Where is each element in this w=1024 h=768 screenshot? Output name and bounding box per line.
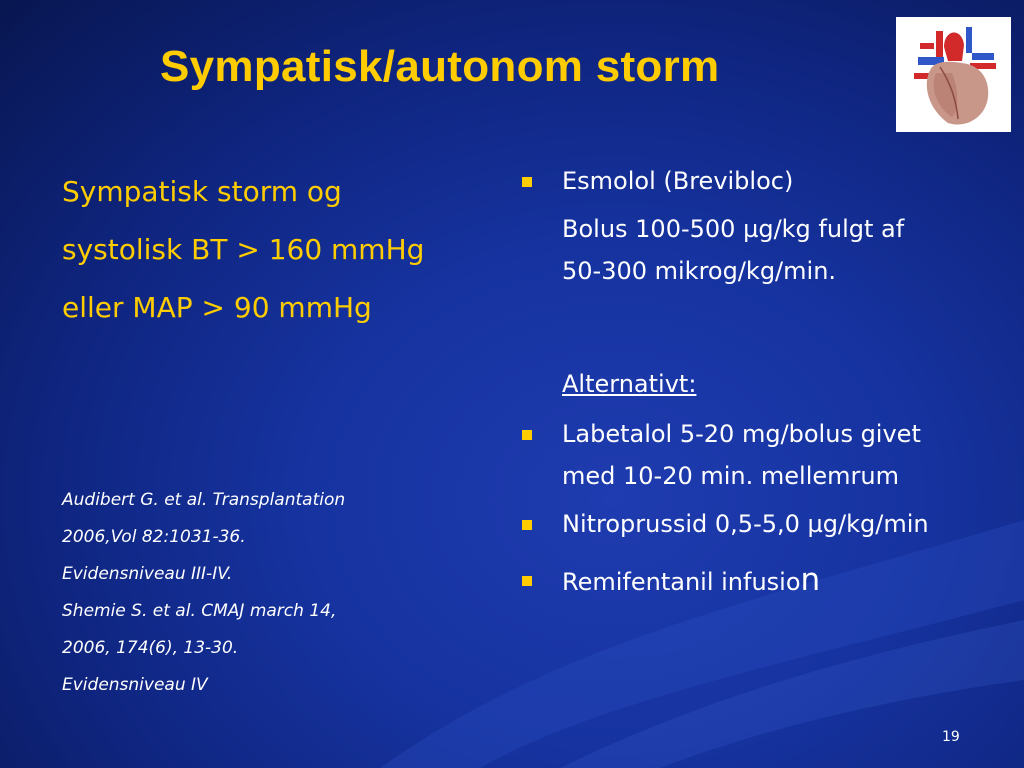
- reference-line: Evidensniveau III-IV.: [62, 564, 233, 584]
- square-bullet-icon: [522, 430, 532, 440]
- square-bullet-icon: [522, 576, 532, 586]
- square-bullet-icon: [522, 177, 532, 187]
- remifentanil-text-main: Remifentanil infusio: [562, 568, 801, 596]
- labetalol-line: med 10-20 min. mellemrum: [562, 462, 899, 490]
- condition-text: [62, 163, 424, 337]
- page-number: 19: [942, 729, 960, 745]
- heart-image: [896, 17, 1011, 132]
- references: [62, 482, 345, 704]
- reference-line: 2006, 174(6), 13-30.: [62, 638, 239, 658]
- slide-title: Sympatisk/autonom storm: [160, 42, 720, 91]
- remifentanil-text: [562, 559, 820, 603]
- esmolol-dose-line: Bolus 100-500 µg/kg fulgt af: [562, 215, 905, 243]
- esmolol-text: Esmolol (Brevibloc): [562, 167, 794, 195]
- condition-line: systolisk BT > 160 mmHg: [62, 233, 425, 266]
- condition-line: eller MAP > 90 mmHg: [62, 291, 372, 324]
- reference-line: Audibert G. et al. Transplantation: [62, 490, 346, 510]
- remifentanil-text-last: n: [800, 562, 821, 598]
- reference-line: Shemie S. et al. CMAJ march 14,: [62, 601, 337, 621]
- square-bullet-icon: [522, 520, 532, 530]
- condition-line: Sympatisk storm og: [62, 175, 342, 208]
- heart-icon: [896, 17, 1011, 132]
- esmolol-dose-line: 50-300 mikrog/kg/min.: [562, 257, 837, 285]
- reference-line: 2006,Vol 82:1031-36.: [62, 527, 246, 547]
- labetalol-line: Labetalol 5-20 mg/bolus givet: [562, 420, 921, 448]
- nitroprussid-text: Nitroprussid 0,5-5,0 µg/kg/min: [562, 510, 929, 538]
- alternative-heading: Alternativt:: [562, 370, 697, 398]
- reference-line: Evidensniveau IV: [62, 675, 208, 695]
